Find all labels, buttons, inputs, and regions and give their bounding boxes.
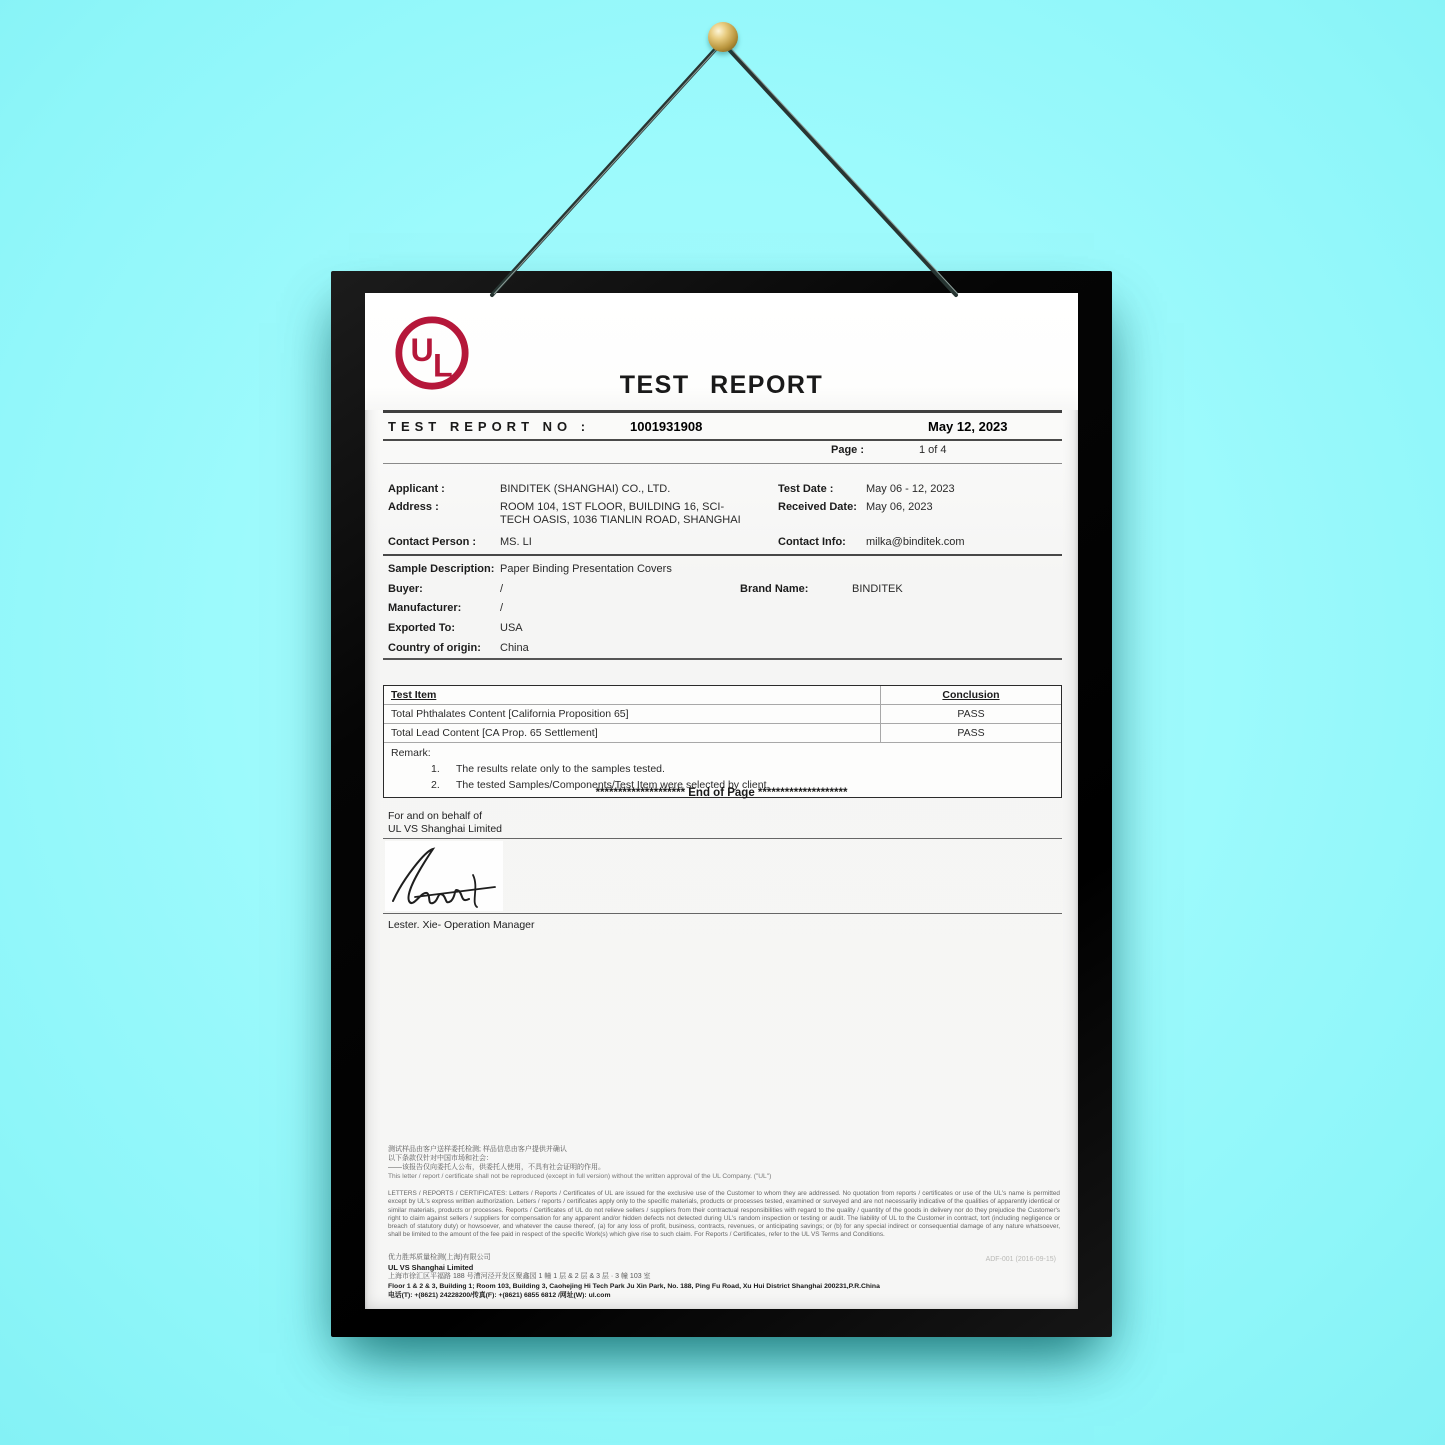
received-date-label: Received Date:: [778, 501, 857, 513]
footer-notes: 测试样品由客户送样委托检测; 样品信息由客户提供并确认 以下条款仅针对中国市场和社会： ——该报告仅向委托人公布，供委托人使用，不具有社会证明的作用。 This letter / report / certificate shall not be reproduced (except in full version) without the written approval of the UL Company. ("UL"): [388, 1145, 1058, 1181]
brand-name-label: Brand Name:: [740, 583, 809, 595]
table-row: [384, 723, 1061, 742]
remark-item: 2. The tested Samples/Components/Test Item were selected by client.: [431, 779, 770, 791]
divider: [383, 463, 1062, 464]
contact-info-label: Contact Info:: [778, 536, 846, 548]
received-date-value: May 06, 2023: [866, 501, 933, 513]
results-table-header: [384, 686, 1061, 704]
buyer-value: /: [500, 583, 504, 595]
form-reference: ADF-001 (2016-09-15): [985, 1256, 1056, 1263]
company-block: [388, 1253, 1060, 1301]
test-date-label: Test Date :: [778, 483, 834, 495]
page-title: TEST REPORT: [619, 371, 824, 399]
end-of-page-marker: ******************** End of Page ********************: [595, 787, 848, 799]
test-item-cell: Total Lead Content [CA Prop. 65 Settlement]: [384, 724, 881, 742]
legal-disclaimer: LETTERS / REPORTS / CERTIFICATES: Letters / Reports / Certificates of UL are issued for the exclusive use of the Customer to whom they are addressed. No quotation from reports / certificates or use of the UL's name is permitted except by UL's express written authorization. Letters / reports / certificates apply only to the specific materials, products or processes tested, examined or surveyed and are not necessarily indicative of the qualities of apparently identical or similar materials, products or processes. Reports / Certificates of UL do not relieve sellers / suppliers from their contractual responsibilities with regard to the quality / quantity of the goods in delivery nor do they prejudice the Customer's right to claim against sellers / suppliers for compensation for any apparent and/or hidden defects not detected during UL's random inspection or testing or audit. The liability of UL to the Customer in contract, tort (including negligence or breach of statutory duty) or howsoever, and whatever the cause thereof, (a) for any loss of profit, business, contracts, revenues, or anticipating savings; or (b) for any special indirect or consequential damage of any nature whatsoever, shall be limited to the amount of the fee paid in respect of the specific Work(s) which give rise to such claim. For Reports / Certificates, refer to the UL VS Terms and Conditions.: [388, 1190, 1060, 1239]
company-phone: 电话(T): +(8621) 24228200/传真(F): +(8621) 6855 6812 /网址(W): ul.com: [388, 1292, 611, 1300]
page-label: Page :: [831, 444, 865, 456]
company-address-en: Floor 1 & 2 & 3, Building 1; Room 103, Building 3, Caohejing Hi Tech Park Ju Xin Park, No. 188, Ping Fu Road, Xu Hui District Shanghai 200231,P.R.China: [388, 1282, 880, 1290]
footer-reproduction-note: This letter / report / certificate shall not be reproduced (except in full version) without the written approval of the UL Company. ("UL"): [388, 1173, 772, 1180]
company-address-cn: 上海市徐汇区平福路 188 号漕河泾开发区聚鑫园 1 幢 1 层 & 2 层 & 3 层 · 3 幢 103 室: [388, 1273, 651, 1281]
applicant-label: Applicant :: [388, 483, 445, 495]
report-no-value: 1001931908: [630, 419, 703, 434]
test-item-cell: Total Phthalates Content [California Proposition 65]: [384, 705, 881, 723]
address-label: Address :: [388, 501, 439, 513]
page-value: 1 of 4: [919, 444, 947, 456]
test-date-value: May 06 - 12, 2023: [866, 483, 955, 495]
divider: [383, 838, 1062, 839]
report-date: May 12, 2023: [928, 419, 1008, 434]
picture-frame: [331, 271, 1112, 1337]
sample-description-label: Sample Description:: [388, 563, 495, 575]
country-of-origin-label: Country of origin:: [388, 642, 481, 654]
hanging-pin-icon: [708, 22, 738, 52]
country-of-origin-value: China: [500, 642, 529, 654]
applicant-value: BINDITEK (SHANGHAI) CO., LTD.: [500, 483, 671, 495]
contact-person-value: MS. LI: [500, 536, 532, 548]
manufacturer-label: Manufacturer:: [388, 602, 462, 614]
sample-description-value: Paper Binding Presentation Covers: [500, 563, 672, 575]
exported-to-label: Exported To:: [388, 622, 456, 634]
svg-text:U: U: [410, 331, 434, 368]
report-no-row: [388, 419, 1058, 437]
svg-text:L: L: [432, 347, 453, 384]
divider: [383, 658, 1062, 660]
brand-name-value: BINDITEK: [852, 583, 903, 595]
behalf-text: For and on behalf of UL VS Shanghai Limited: [388, 810, 503, 835]
conclusion-cell: PASS: [957, 727, 985, 739]
test-report-document: [365, 293, 1078, 1309]
divider: [383, 913, 1062, 914]
company-name-en: UL VS Shanghai Limited: [388, 1262, 474, 1272]
contact-person-label: Contact Person :: [388, 536, 477, 548]
signature-icon: [385, 841, 503, 911]
exported-to-value: USA: [500, 622, 523, 634]
contact-info-value: milka@binditek.com: [866, 536, 965, 548]
company-name-cn: 优力胜邦质量检测(上海)有限公司: [388, 1254, 491, 1261]
test-item-header: Test Item: [391, 689, 437, 701]
divider: [383, 554, 1062, 556]
remark-item: 1. The results relate only to the samples tested.: [431, 763, 665, 775]
divider: [383, 439, 1062, 441]
buyer-label: Buyer:: [388, 583, 423, 595]
conclusion-cell: PASS: [957, 708, 985, 720]
results-table: [383, 685, 1062, 798]
conclusion-header: Conclusion: [942, 689, 1000, 701]
address-value: ROOM 104, 1ST FLOOR, BUILDING 16, SCI-TECH OASIS, 1036 TIANLIN ROAD, SHANGHAI: [500, 501, 741, 526]
report-no-label: TEST REPORT NO :: [388, 419, 591, 434]
remark-label: Remark:: [391, 747, 431, 759]
manufacturer-value: /: [500, 602, 504, 614]
divider: [383, 410, 1062, 413]
table-row: [384, 704, 1061, 723]
signer-name: Lester. Xie- Operation Manager: [388, 919, 535, 931]
